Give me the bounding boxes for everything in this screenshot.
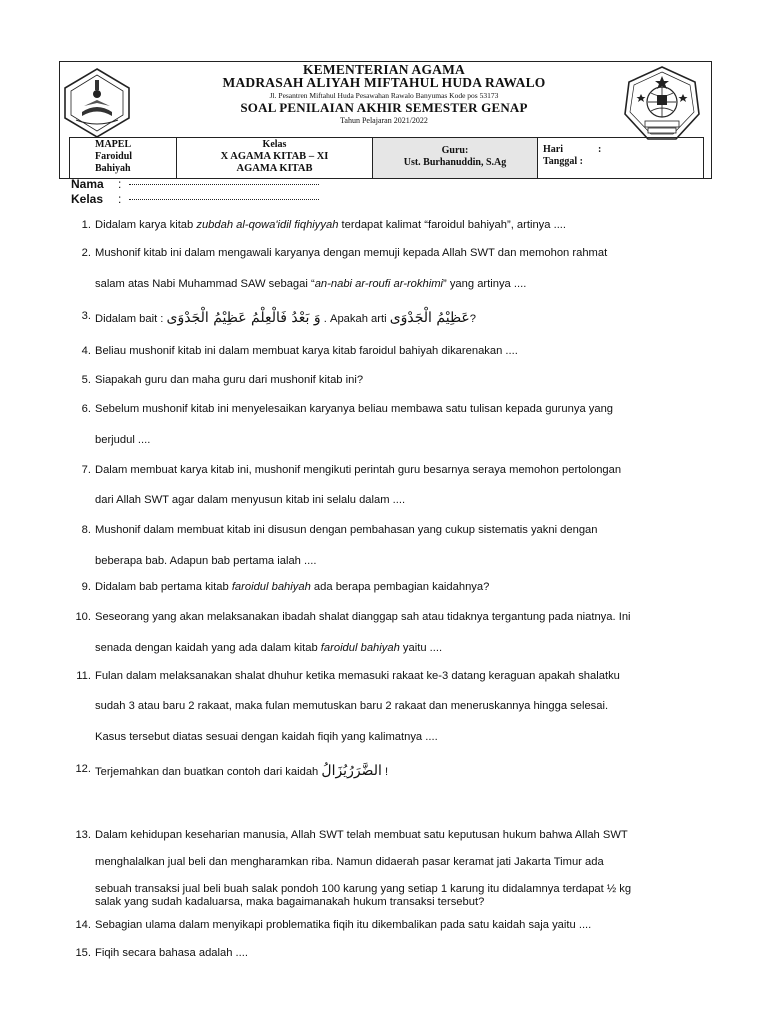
academic-year: Tahun Pelajaran 2021/2022	[340, 116, 428, 125]
question-number: 1.	[81, 219, 91, 231]
question-6-line	[95, 434, 150, 446]
question-number: 13.	[75, 829, 91, 841]
nama-colon: :	[118, 177, 122, 191]
question-text: Kasus tersebut diatas sesuai dengan kaidah fiqih yang kalimatnya ....	[95, 731, 438, 743]
arabic-text: الضَّرَرُيُزَالُ	[321, 763, 382, 779]
question-text: beberapa bab. Adapun bab pertama ialah ....	[95, 555, 317, 567]
question-6-line	[95, 403, 613, 415]
school-address: Jl. Pesantren Miftahul Huda Pesawahan Rawalo Banyumas Kode pos 53173	[269, 91, 499, 100]
question-number: 7.	[81, 464, 91, 476]
question-5-line	[95, 374, 363, 386]
question-text: Siapakah guru dan maha guru dari mushonif kitab ini?	[95, 374, 364, 386]
question-text: berjudul ....	[95, 434, 151, 446]
question-number: 12.	[75, 763, 91, 775]
question-text: sebuah transaksi jual beli buah salak pondoh 100 karung yang setiap 1 karung itu didalamnya terdapat ½ kg	[95, 883, 632, 895]
arabic-text: عَظِيْمُ الْجَدْوَى	[389, 310, 470, 326]
question-text: senada dengan kaidah yang ada dalam kitab	[95, 642, 321, 654]
question-text: yaitu ....	[399, 642, 443, 654]
guru-label: Guru:	[441, 145, 469, 156]
question-text: menghalalkan jual beli dan mengharamkan riba. Namun didaerah pasar keramat jati Jakarta Timur ada	[95, 856, 604, 868]
question-text: Mushonif kitab ini dalam mengawali karyanya dengan memuji kepada Allah SWT dan memohon rahmat	[95, 247, 608, 259]
guru-cell	[373, 138, 538, 178]
question-text: ?	[469, 313, 477, 325]
question-italic-term: faroidul bahiyah	[320, 642, 400, 654]
question-text: Mushonif dalam membuat kitab ini disusun dengan pembahasan yang cukup sistematis yakni dengan	[95, 524, 598, 536]
question-8-line	[95, 555, 316, 567]
question-text: Didalam bab pertama kitab	[95, 581, 232, 593]
question-7-line	[95, 494, 405, 506]
question-number: 3.	[81, 310, 91, 322]
question-2-line	[95, 247, 607, 259]
question-text: Seseorang yang akan melaksanakan ibadah shalat dianggap sah atau tidaknya tergantung pada niatnya. Ini	[95, 611, 631, 623]
question-number: 14.	[75, 919, 91, 931]
question-text: dari Allah SWT agar dalam menyusun kitab ini selalu dalam ....	[95, 494, 406, 506]
question-4-line	[95, 345, 518, 357]
kelas-label: Kelas	[262, 139, 287, 150]
question-11-line	[95, 700, 608, 712]
question-10-line	[95, 611, 631, 623]
question-13-line	[95, 856, 604, 868]
kelas-colon: :	[118, 192, 122, 206]
question-italic-term: an-nabi ar-roufi ar-rokhimi	[314, 278, 443, 290]
mapel-value: Faroidul	[95, 151, 133, 162]
mapel-value-2: Bahiyah	[95, 163, 131, 174]
question-text: Fiqih secara bahasa adalah ....	[95, 947, 248, 959]
arabic-text: وَ بَعْدُ فَالْعِلْمُ عَظِيْمُ الْجَدْوَى	[166, 310, 321, 326]
nama-blank[interactable]	[129, 184, 319, 185]
question-number: 8.	[81, 524, 91, 536]
ministry-title: KEMENTERIAN AGAMA	[302, 62, 466, 77]
question-12-line	[95, 763, 388, 779]
question-number: 10.	[75, 611, 91, 623]
question-14-line	[95, 919, 591, 931]
question-text: Dalam membuat karya kitab ini, mushonif mengikuti perintah guru besarnya seraya memohon pertolongan	[95, 464, 622, 476]
tanggal-label: Tanggal :	[543, 156, 583, 167]
question-13-line	[95, 883, 631, 895]
kelas-blank[interactable]	[129, 199, 319, 200]
question-italic-term: zubdah al-qowa'idil fiqhiyyah	[196, 219, 339, 231]
kelas-cell	[177, 138, 373, 178]
question-13-line	[95, 896, 484, 908]
question-text: ” yang artinya ....	[443, 278, 527, 290]
question-9-line	[95, 581, 489, 593]
question-text: terdapat kalimat “faroidul bahiyah”, artinya ....	[338, 219, 567, 231]
question-text: Fulan dalam melaksanakan shalat dhuhur ketika memasuki rakaat ke-3 datang keraguan apakah shalatku	[95, 670, 620, 682]
question-text: Dalam kehidupan keseharian manusia, Allah SWT telah membuat satu keputusan hukum bahwa Allah SWT	[95, 829, 628, 841]
question-number: 11.	[76, 670, 91, 682]
question-number: 15.	[75, 947, 91, 959]
question-number: 5.	[81, 374, 91, 386]
mapel-label: MAPEL	[95, 139, 132, 150]
guru-value: Ust. Burhanuddin, S.Ag	[403, 157, 507, 168]
nama-label: Nama	[71, 177, 104, 191]
school-name: MADRASAH ALIYAH MIFTAHUL HUDA RAWALO	[222, 75, 546, 90]
date-cell	[538, 138, 703, 178]
exam-title: SOAL PENILAIAN AKHIR SEMESTER GENAP	[240, 100, 528, 115]
question-2-line	[95, 278, 526, 290]
nama-field	[71, 177, 122, 191]
question-3-line	[95, 310, 476, 326]
question-text: Sebelum mushonif kitab ini menyelesaikan karyanya beliau membawa satu tulisan kepada gurunya yang	[95, 403, 614, 415]
question-text: Beliau mushonif kitab ini dalam membuat karya kitab faroidul bahiyah dikarenakan ....	[95, 345, 518, 357]
question-number: 4.	[81, 345, 91, 357]
kelas-value: X AGAMA KITAB – XI	[220, 151, 329, 162]
kelas-field	[71, 192, 122, 206]
question-1-line	[95, 219, 566, 231]
mapel-cell	[70, 138, 177, 178]
question-7-line	[95, 464, 621, 476]
question-10-line	[95, 642, 442, 654]
question-italic-term: faroidul bahiyah	[231, 581, 311, 593]
hari-colon: :	[598, 144, 602, 155]
question-text: Didalam bait :	[95, 313, 167, 325]
question-text: . Apakah arti	[320, 313, 390, 325]
kelas-field-label: Kelas	[71, 192, 104, 206]
question-text: salam atas Nabi Muhammad SAW sebagai “	[95, 278, 315, 290]
question-text: Sebagian ulama dalam menyikapi problematika fiqih itu dikembalikan pada satu kaidah saja yaitu ....	[95, 919, 592, 931]
question-15-line	[95, 947, 248, 959]
question-11-line	[95, 670, 620, 682]
question-number: 2.	[81, 247, 91, 259]
question-number: 6.	[81, 403, 91, 415]
question-text: salak yang sudah kadaluarsa, maka bagaimanakah hukum transaksi tersebut?	[95, 896, 485, 908]
question-text: !	[381, 766, 389, 778]
question-text: Terjemahkan dan buatkan contoh dari kaidah	[95, 766, 322, 778]
question-text: sudah 3 atau baru 2 rakaat, maka fulan memutuskan baru 2 rakaat dan meneruskannya hingga selesai.	[95, 700, 609, 712]
question-text: Didalam karya kitab	[95, 219, 197, 231]
question-8-line	[95, 524, 598, 536]
question-number: 9.	[81, 581, 91, 593]
exam-info-table	[69, 137, 704, 179]
kelas-value-2: AGAMA KITAB	[236, 163, 313, 174]
question-13-line	[95, 829, 628, 841]
question-text: ada berapa pembagian kaidahnya?	[310, 581, 490, 593]
hari-label: Hari	[543, 144, 563, 155]
question-11-line	[95, 731, 438, 743]
